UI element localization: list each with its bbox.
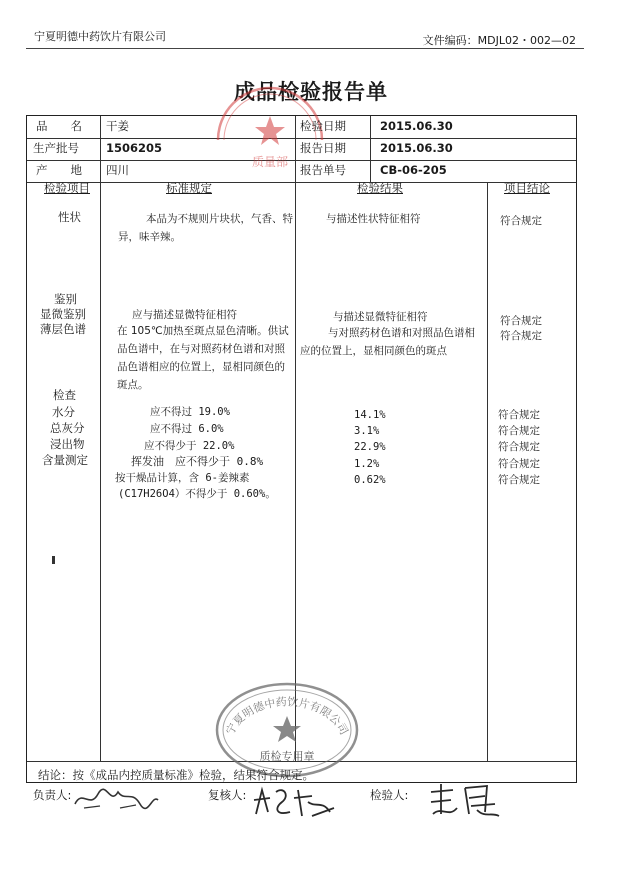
result-microscopic: 与描述显微特征相符 [333, 311, 428, 323]
conclusion-microscopic: 符合规定 [500, 315, 542, 327]
col-divider [295, 182, 296, 761]
conclusion-moisture: 符合规定 [498, 409, 540, 421]
conclusion-extract: 符合规定 [498, 441, 540, 453]
inspector-signature [425, 780, 505, 820]
inspection-date-label: 检验日期 [300, 119, 346, 133]
result-extract: 22.9% [354, 441, 386, 453]
product-name-value: 干姜 [106, 119, 129, 133]
stamp-text: 质量部 [251, 155, 289, 169]
column-header-result: 检验结果 [357, 181, 403, 195]
col-divider [487, 182, 488, 761]
item-moisture: 水分 [52, 405, 75, 419]
report-date-value: 2015.06.30 [380, 141, 453, 155]
company-name: 宁夏明德中药饮片有限公司 [34, 30, 166, 43]
conclusion-volatile-oil: 符合规定 [498, 458, 540, 470]
item-identification: 鉴别 [54, 292, 77, 306]
row-divider [27, 182, 576, 183]
result-moisture: 14.1% [354, 409, 386, 421]
standard-assay-line2: (C17H26O4）不得少于 0.60%。 [118, 488, 276, 500]
conclusion-character: 符合规定 [500, 215, 542, 227]
inspector-label: 检验人: [370, 788, 409, 802]
batch-label: 生产批号 [33, 141, 79, 155]
result-character: 与描述性状特征相符 [326, 213, 421, 225]
col-divider [370, 116, 371, 182]
report-number-label: 报告单号 [300, 163, 346, 177]
conclusion-text: 结论：按《成品内控质量标准》检验，结果符合规定。 [38, 768, 314, 782]
standard-tlc: 在 105℃加热至斑点显色清晰。供试品色谱中，在与对照药材色谱和对照品色谱相应的位置上，显相同颜色的斑点。 [117, 325, 289, 391]
conclusion-tlc: 符合规定 [500, 330, 542, 342]
inspection-date-value: 2015.06.30 [380, 119, 453, 133]
item-assay: 含量测定 [42, 453, 88, 467]
standard-character: 本品为不规则片块状，气香、特异，味辛辣。 [118, 213, 293, 243]
standard-moisture: 应不得过 19.0% [150, 406, 230, 418]
conclusion-assay: 符合规定 [498, 474, 540, 486]
report-date-label: 报告日期 [300, 141, 346, 155]
standard-microscopic: 应与描述显微特征相符 [132, 309, 237, 321]
report-number-value: CB-06-205 [380, 163, 447, 177]
col-divider [100, 182, 101, 761]
responsible-signature [70, 784, 160, 814]
item-tlc: 薄层色谱 [40, 322, 86, 336]
item-total-ash: 总灰分 [50, 421, 85, 435]
standard-total-ash: 应不得过 6.0% [150, 423, 224, 435]
seal-ring-text: 宁夏明德中药饮片有限公司 [223, 695, 351, 738]
product-name-label: 品 名 [36, 119, 82, 133]
seal-center-text: 质检专用章 [259, 750, 315, 763]
batch-value: 1506205 [106, 141, 163, 155]
result-volatile-oil: 1.2% [354, 458, 380, 470]
item-inspection: 检查 [53, 388, 76, 402]
col-divider [100, 116, 101, 182]
column-header-conclusion: 项目结论 [504, 181, 550, 195]
document-number: 文件编码：MDJL02・002—02 [422, 34, 576, 47]
standard-volatile-oil: 挥发油 应不得少于 0.8% [131, 455, 264, 468]
item-character: 性状 [58, 210, 81, 224]
header-rule [26, 48, 584, 49]
item-extract: 浸出物 [50, 437, 85, 451]
standard-extract: 应不得少于 22.0% [144, 440, 235, 452]
origin-label: 产 地 [36, 163, 82, 177]
reviewer-signature [250, 782, 340, 822]
reviewer-label: 复核人: [208, 788, 247, 802]
scan-mark [52, 556, 55, 564]
result-total-ash: 3.1% [354, 425, 380, 437]
origin-value: 四川 [106, 163, 129, 177]
column-header-standard: 标准规定 [166, 181, 212, 195]
standard-assay-line1: 按干燥品计算，含 6-姜辣素 [115, 472, 250, 484]
report-title: 成品检验报告单 [234, 79, 388, 104]
result-tlc: 与对照药材色谱和对照品色谱相应的位置上，显相同颜色的斑点 [300, 327, 475, 357]
conclusion-total-ash: 符合规定 [498, 425, 540, 437]
responsible-label: 负责人: [33, 788, 72, 802]
item-microscopic: 显微鉴别 [40, 307, 86, 321]
quality-inspection-seal [214, 680, 360, 780]
column-header-item: 检验项目 [44, 181, 90, 195]
result-assay: 0.62% [354, 474, 386, 486]
